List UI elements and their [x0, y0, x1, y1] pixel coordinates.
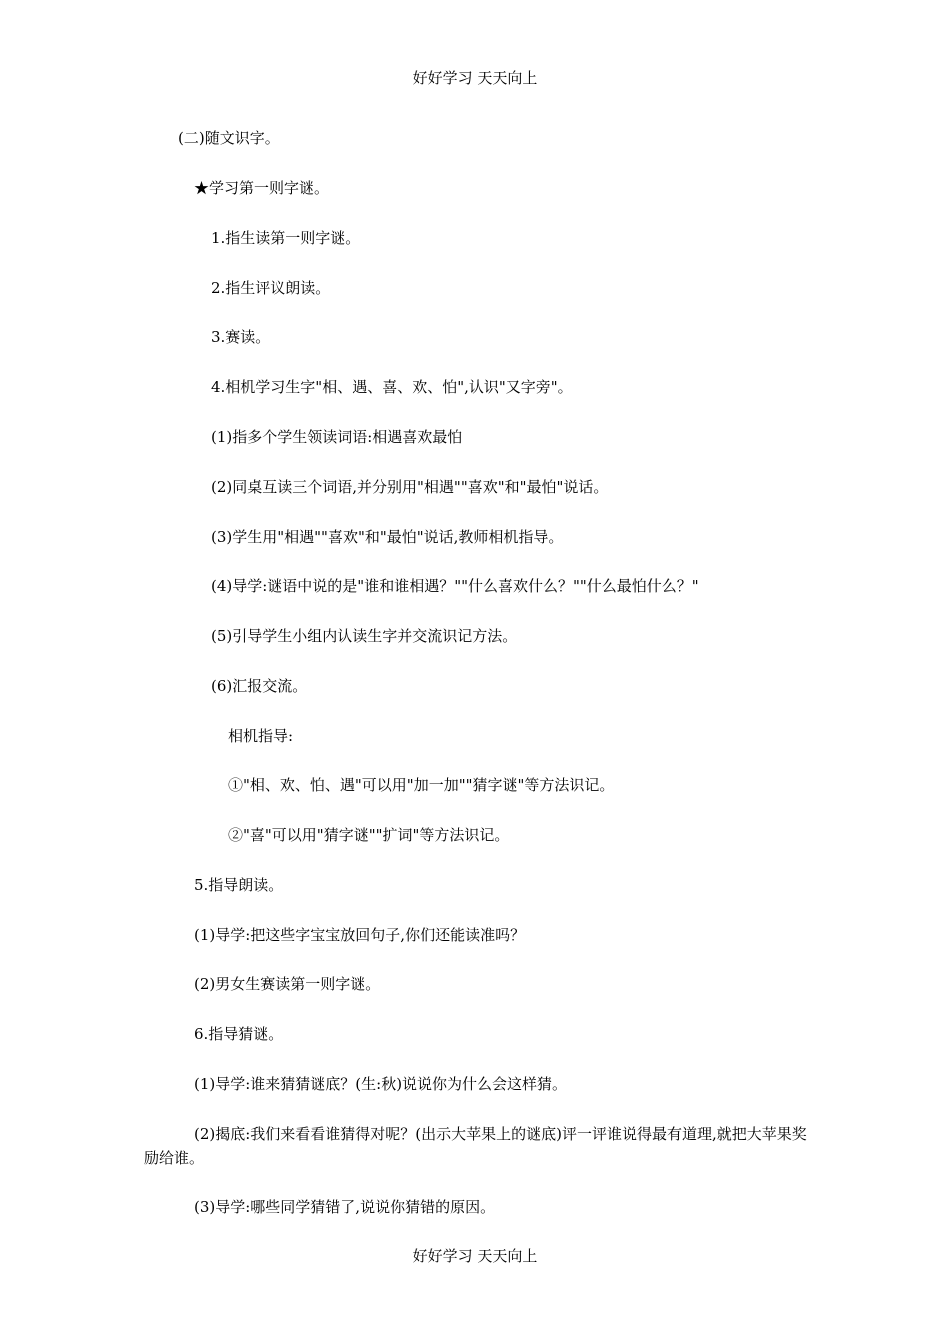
step-5-sub-1: (1)导学:把这些字宝宝放回句子,你们还能读准吗？ — [194, 926, 526, 944]
sub-step-4: (4)导学:谜语中说的是"谁和谁相遇？""什么喜欢什么？""什么最怕什么？" — [211, 577, 699, 595]
step-6: 6.指导猜谜。 — [194, 1025, 284, 1043]
sub-step-3: (3)学生用"相遇""喜欢"和"最怕"说话,教师相机指导。 — [211, 528, 564, 546]
step-5: 5.指导朗读。 — [194, 876, 284, 894]
guidance-title: 相机指导: — [228, 727, 294, 745]
step-2: 2.指生评议朗读。 — [211, 279, 331, 297]
step-6-sub-3: (3)导学:哪些同学猜错了,说说你猜错的原因。 — [194, 1198, 496, 1216]
reveal-paragraph: (2)揭底:我们来看看谁猜得对呢？(出示大苹果上的谜底)评一评谁说得最有道理,就把大苹果奖励给谁。 — [144, 1125, 807, 1167]
sub-step-5: (5)引导学生小组内认读生字并交流识记方法。 — [211, 627, 518, 645]
step-4: 4.相机学习生字"相、遇、喜、欢、怕",认识"又字旁"。 — [211, 378, 573, 396]
sub-step-6: (6)汇报交流。 — [211, 677, 308, 695]
page-header: 好好学习 天天向上 — [412, 69, 538, 87]
step-3: 3.赛读。 — [211, 328, 271, 346]
sub-step-1: (1)指多个学生领读词语:相遇喜欢最怕 — [211, 428, 463, 446]
step-1: 1.指生读第一则字谜。 — [211, 229, 361, 247]
step-6-sub-1: (1)导学:谁来猜猜谜底？(生:秋)说说你为什么会这样猜。 — [194, 1075, 568, 1093]
guidance-item-2: ②"喜"可以用"猜字谜""扩词"等方法识记。 — [228, 826, 510, 844]
section-title: (二)随文识字。 — [178, 129, 280, 147]
star-item: ★学习第一则字谜。 — [194, 179, 330, 197]
guidance-item-1: ①"相、欢、怕、遇"可以用"加一加""猜字谜"等方法识记。 — [228, 776, 615, 794]
sub-step-2: (2)同桌互读三个词语,并分别用"相遇""喜欢"和"最怕"说话。 — [211, 478, 609, 496]
page-footer: 好好学习 天天向上 — [412, 1247, 538, 1265]
step-5-sub-2: (2)男女生赛读第一则字谜。 — [194, 975, 381, 993]
